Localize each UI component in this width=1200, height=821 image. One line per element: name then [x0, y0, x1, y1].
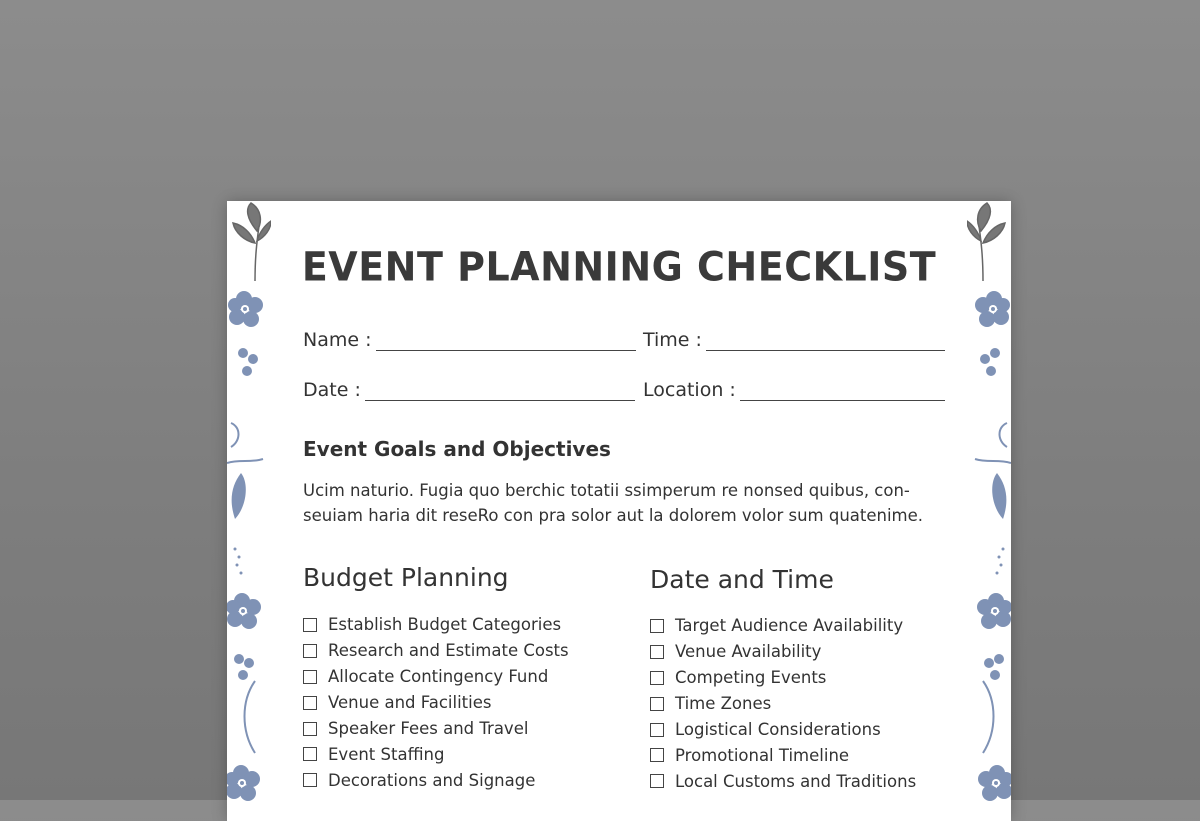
- budget-item[interactable]: [303, 767, 569, 793]
- left-floral-border: [227, 201, 271, 821]
- checkbox-icon[interactable]: [650, 723, 664, 737]
- budget-item[interactable]: [303, 741, 569, 767]
- budget-item-label: Decorations and Signage: [328, 770, 536, 790]
- budget-item-label: Venue and Facilities: [328, 693, 492, 713]
- budget-heading: Budget Planning: [303, 563, 509, 592]
- goals-text-line-2: seuiam haria dit reseRo con pra solor aut la dolorem volor sum quatenime.: [303, 506, 924, 525]
- checkbox-icon[interactable]: [303, 618, 317, 632]
- datetime-item[interactable]: [650, 768, 916, 794]
- checklist-sheet: [227, 201, 1011, 821]
- date-field[interactable]: [303, 379, 635, 401]
- budget-item-label: Establish Budget Categories: [328, 615, 562, 635]
- datetime-checklist: [650, 613, 916, 794]
- datetime-item-label: Competing Events: [675, 668, 827, 688]
- datetime-item-label: Local Customs and Traditions: [675, 771, 917, 791]
- location-field[interactable]: [643, 379, 945, 401]
- budget-item[interactable]: [303, 690, 569, 716]
- time-field[interactable]: [643, 329, 945, 351]
- checkbox-icon[interactable]: [650, 697, 664, 711]
- datetime-item[interactable]: [650, 639, 916, 665]
- goals-heading: Event Goals and Objectives: [303, 437, 611, 461]
- right-floral-border: [967, 201, 1011, 821]
- checkbox-icon[interactable]: [650, 619, 664, 633]
- goals-text: [303, 478, 943, 528]
- name-label: Name :: [303, 329, 372, 351]
- checkbox-icon[interactable]: [303, 696, 317, 710]
- budget-item-label: Research and Estimate Costs: [328, 641, 569, 661]
- datetime-item[interactable]: [650, 717, 916, 743]
- budget-item[interactable]: [303, 612, 569, 638]
- datetime-item-label: Promotional Timeline: [675, 745, 850, 765]
- location-label: Location :: [643, 379, 736, 401]
- date-input-line[interactable]: [365, 380, 635, 401]
- location-input-line[interactable]: [740, 380, 945, 401]
- datetime-item-label: Target Audience Availability: [675, 616, 904, 636]
- flower-icon: [228, 291, 263, 327]
- flower-icon: [978, 765, 1011, 801]
- budget-item[interactable]: [303, 638, 569, 664]
- budget-item-label: Allocate Contingency Fund: [328, 667, 549, 687]
- checkbox-icon[interactable]: [303, 747, 317, 761]
- budget-checklist: [303, 612, 569, 793]
- checkbox-icon[interactable]: [650, 774, 664, 788]
- checkbox-icon[interactable]: [303, 773, 317, 787]
- flower-icon: [227, 765, 260, 801]
- document-title: EVENT PLANNING CHECKLIST: [301, 243, 937, 291]
- flower-icon: [227, 593, 261, 629]
- checkbox-icon[interactable]: [303, 670, 317, 684]
- flower-icon: [977, 593, 1011, 629]
- datetime-item-label: Time Zones: [675, 694, 772, 714]
- checkbox-icon[interactable]: [650, 645, 664, 659]
- name-field[interactable]: [303, 329, 636, 351]
- checkbox-icon[interactable]: [650, 748, 664, 762]
- datetime-heading: Date and Time: [650, 565, 834, 594]
- budget-item[interactable]: [303, 664, 569, 690]
- budget-item-label: Speaker Fees and Travel: [328, 719, 529, 738]
- time-input-line[interactable]: [706, 330, 945, 351]
- budget-item[interactable]: [303, 716, 569, 742]
- name-input-line[interactable]: [376, 330, 637, 351]
- flower-icon: [975, 291, 1010, 327]
- checkbox-icon[interactable]: [650, 671, 664, 685]
- goals-text-line-1: Ucim naturio. Fugia quo berchic totatii ssimperum re nonsed quibus, con-: [303, 481, 910, 500]
- time-label: Time :: [643, 329, 702, 351]
- budget-item-label: Event Staffing: [328, 744, 445, 764]
- checkbox-icon[interactable]: [303, 722, 317, 736]
- datetime-item[interactable]: [650, 665, 916, 691]
- datetime-item[interactable]: [650, 691, 916, 717]
- datetime-item[interactable]: [650, 742, 916, 768]
- date-label: Date :: [303, 379, 361, 401]
- datetime-item-label: Logistical Considerations: [675, 720, 881, 739]
- datetime-item[interactable]: [650, 613, 916, 639]
- checkbox-icon[interactable]: [303, 644, 317, 658]
- datetime-item-label: Venue Availability: [675, 642, 822, 662]
